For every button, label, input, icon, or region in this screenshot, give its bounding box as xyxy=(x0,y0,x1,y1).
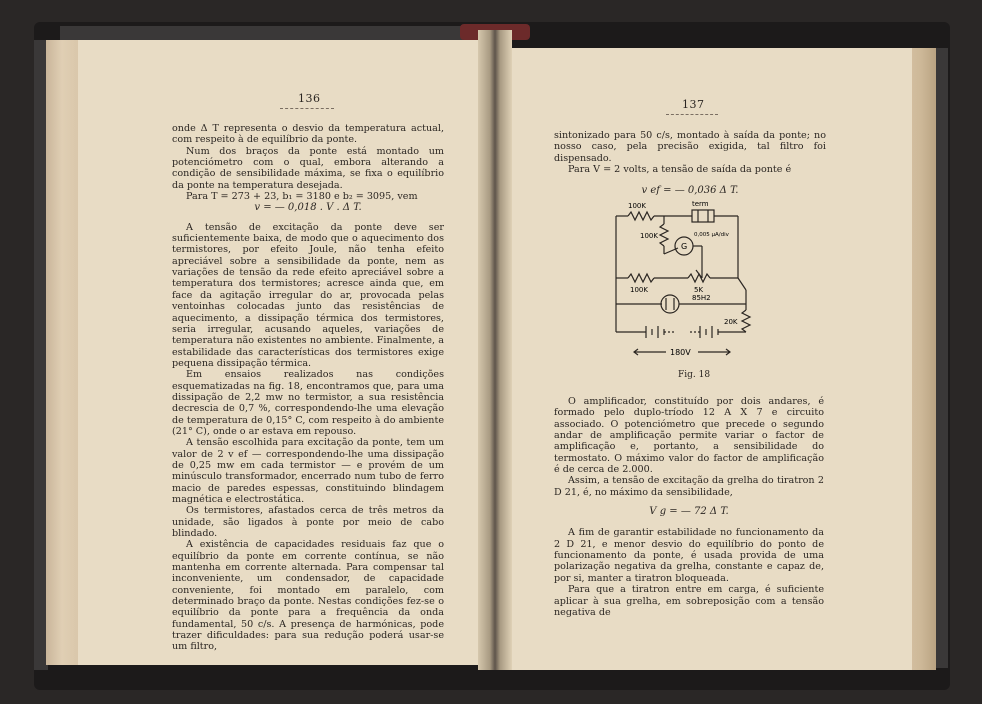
marbled-edge-right xyxy=(936,48,948,668)
paragraph: onde Δ T representa o desvio da temperatura actual, com respeito à de equilíbrio da ponte. xyxy=(172,123,444,146)
paragraph: A tensão escolhida para excitação da ponte, tem um valor de 2 v ef — correspondendo-lhe uma dissipação de 0,25 mw em cada termistor — e provém de um minúsculo transformador, encerrado num tubo de ferro macio de paredes espessas, constituindo blindagem magnética e electrostática. xyxy=(172,437,444,505)
tube-85h2 xyxy=(661,295,679,313)
resistor-100k-top xyxy=(628,212,654,220)
paragraph: Para V = 2 volts, a tensão de saída da ponte é xyxy=(568,164,792,176)
page-number: 137 xyxy=(682,98,705,111)
page-number: 136 xyxy=(298,92,321,105)
resistor-100k-bottom xyxy=(628,274,654,282)
left-body-text xyxy=(172,123,444,653)
label-20k: 20K xyxy=(724,318,738,326)
label-85h2: 85H2 xyxy=(692,294,711,302)
paragraph: Assim, a tensão de excitação da grelha do tiratron 2 D 21, é, no máximo da sensibilidade, xyxy=(554,475,824,498)
paragraph: A existência de capacidades residuais faz que o equilíbrio da ponte em corrente contínua, se não mantenha em corrente alternada. Para compensar tal inconveniente, um condensador, de capacidade conveniente, foi montado em paralelo, com determinado braço da ponte. Nestas condições fez-se o equilíbrio da ponte para a frequência da onda fundamental, 50 c/s. A presença de harmónicas, pode trazer dificuldades: para sua redução poderá usar-se um filtro, xyxy=(172,539,444,653)
label-100k-left: 100K xyxy=(640,232,658,240)
paragraph: Para que a tiratron entre em carga, é suficiente aplicar à sua grelha, em sobreposição com a tensão negativa de xyxy=(554,584,824,618)
formula: V g = — 72 Δ T. xyxy=(649,506,729,518)
label-term: term xyxy=(692,200,709,208)
figure-caption: Fig. 18 xyxy=(678,370,711,380)
resistor-100k-left xyxy=(660,224,668,246)
circuit-diagram xyxy=(606,198,766,368)
page-number-rule xyxy=(666,114,718,115)
potentiometer-5k xyxy=(688,274,710,282)
marbled-edge-top xyxy=(60,26,470,40)
label-180v: 180V xyxy=(670,348,691,357)
right-body-text-bottom xyxy=(554,396,824,618)
thermistor xyxy=(692,210,714,222)
book-gutter xyxy=(478,30,512,670)
paragraph: Os termistores, afastados cerca de três metros da unidade, são ligados à ponte por meio de cabo blindado. xyxy=(172,505,444,540)
paragraph: O amplificador, constituído por dois andares, é formado pelo duplo-tríodo 12 A X 7 e circuito associado. O potenciómetro que precede o segundo andar de amplificação permite variar o factor de amplificação e, portanto, a sensibilidade do termostato. O máximo valor do factor de amplificação é de cerca de 2.000. xyxy=(554,396,824,476)
label-sensitivity: 0,005 μA/div xyxy=(694,232,729,238)
paragraph: sintonizado para 50 c/s, montado à saída da ponte; no nosso caso, pela precisão exigida, tal filtro foi dispensado. xyxy=(554,130,826,164)
paragraph: Num dos braços da ponte está montado um potenciómetro com o qual, embora alterando a condição de sensibilidade máxima, se fixa o equilíbrio da ponte na temperatura desejada. xyxy=(172,145,444,191)
paragraph: Em ensaios realizados nas condições esquematizadas na fig. 18, encontramos que, para uma dissipação de 2,2 mw no termistor, a sua resistência decrescia de 0,7 %, correspondendo-lhe uma elevação de temperatura de 0,15° C, com respeito à do ambiente (21° C), onde o ar estava em repouso. xyxy=(172,369,444,437)
resistor-20k xyxy=(742,310,750,332)
left-page xyxy=(78,40,496,665)
label-100k-top: 100K xyxy=(628,202,646,210)
paragraph: Para T = 273 + 23, b₁ = 3180 e b₂ = 3095, vem xyxy=(186,191,418,203)
label-g: G xyxy=(681,242,688,251)
page-number-rule xyxy=(280,108,334,109)
formula: v ef = — 0,036 Δ T. xyxy=(641,185,739,197)
formula: v = — 0,018 . V . Δ T. xyxy=(254,202,362,214)
battery-180v xyxy=(646,326,718,338)
label-100k-bottom: 100K xyxy=(630,286,648,294)
paragraph: A tensão de excitação da ponte deve ser suficientemente baixa, de modo que o aquecimento dos termistores, por efeito Joule, não tenha efeito apreciável sobre a sensibilidade da ponte, nem as variações de tensão da rede efeito apreciável sobre a temperatura dos termistores; acresce ainda que, em face da agitação irregular do ar, provocada pelas ventoinhas colocadas junto das resistências de aquecimento, a dissipação térmica dos termistores, seria irregular, acusando aqueles, variações de temperatura não existentes no ambiente. Finalmente, a estabilidade das características dos termistores exige pequena dissipação térmica. xyxy=(172,221,444,369)
right-body-text-top xyxy=(554,130,826,197)
paragraph: A fim de garantir estabilidade no funcionamento da 2 D 21, e menor desvio do equilíbrio do ponto de funcionamento da ponte, é usada provida de uma polarização negativa da grelha, constante e capaz de, por si, manter a tiratron bloqueada. xyxy=(554,527,824,584)
right-page xyxy=(498,48,912,670)
label-5k: 5K xyxy=(694,286,704,294)
